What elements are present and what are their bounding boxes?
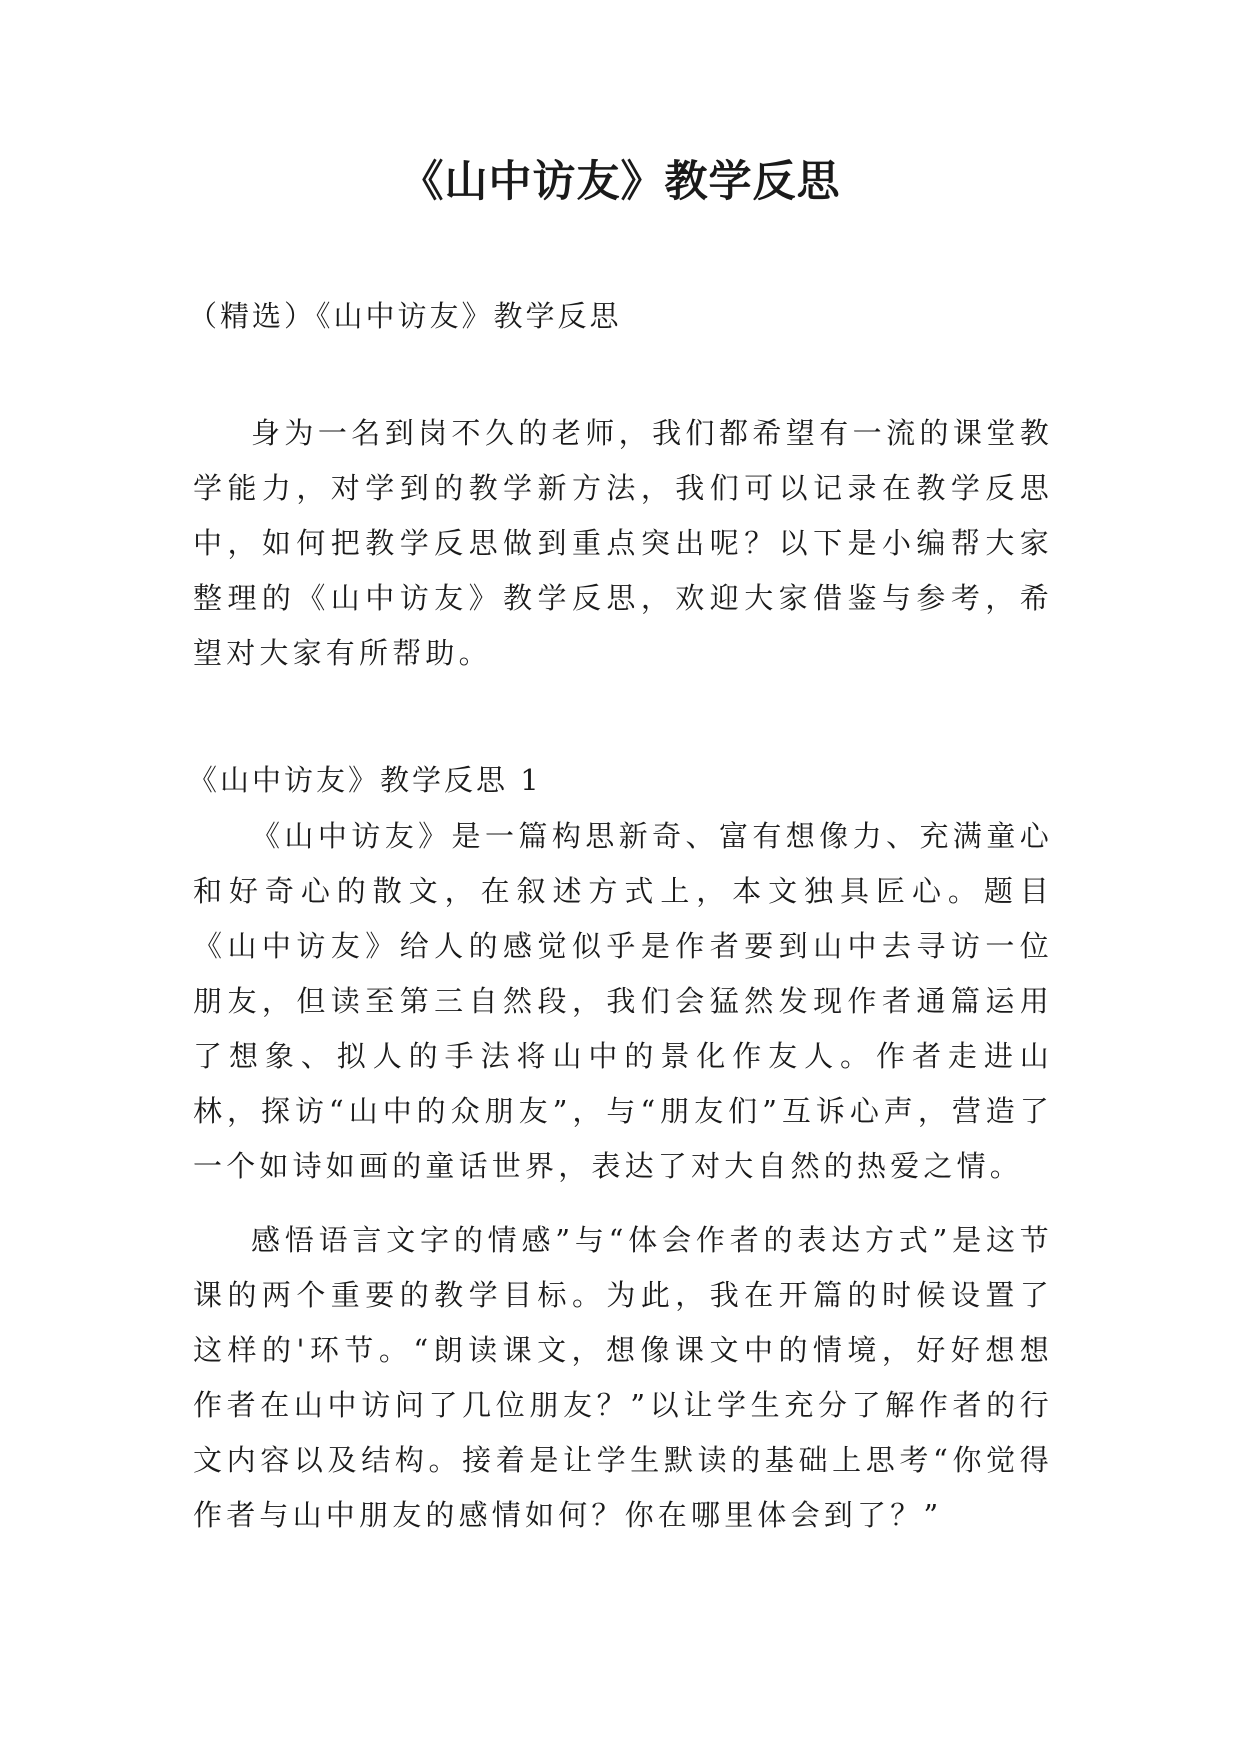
body-paragraph-1: 《山中访友》是一篇构思新奇、富有想像力、充满童心和好奇心的散文，在叙述方式上，本文独具匠心。题目《山中访友》给人的感觉似乎是作者要到山中去寻访一位朋友，但读至第三自然段，我们会猛然发现作者通篇运用了想象、拟人的手法将山中的景化作友人。作者走进山林，探访“山中的众朋友”，与“朋友们”互诉心声，营造了一个如诗如画的童话世界，表达了对大自然的热爱之情。 [193,819,1053,1183]
page-title: 《山中访友》教学反思 [400,157,841,207]
document-subtitle: （精选）《山中访友》教学反思 [188,299,622,333]
section-heading: 《山中访友》教学反思 1 [188,763,542,797]
intro-paragraph: 身为一名到岗不久的老师，我们都希望有一流的课堂教学能力，对学到的教学新方法，我们可以记录在教学反思中，如何把教学反思做到重点突出呢？以下是小编帮大家整理的《山中访友》教学反思，欢迎大家借鉴与参考，希望对大家有所帮助。 [193,416,1053,670]
body-paragraph-2: 感悟语言文字的情感”与“体会作者的表达方式”是这节课的两个重要的教学目标。为此，我在开篇的时候设置了这样的'环节。“朗读课文，想像课文中的情境，好好想想作者在山中访问了几位朋友？”以让学生充分了解作者的行文内容以及结构。接着是让学生默读的基础上思考“你觉得作者与山中朋友的感情如何？你在哪里体会到了？” [193,1223,1053,1532]
